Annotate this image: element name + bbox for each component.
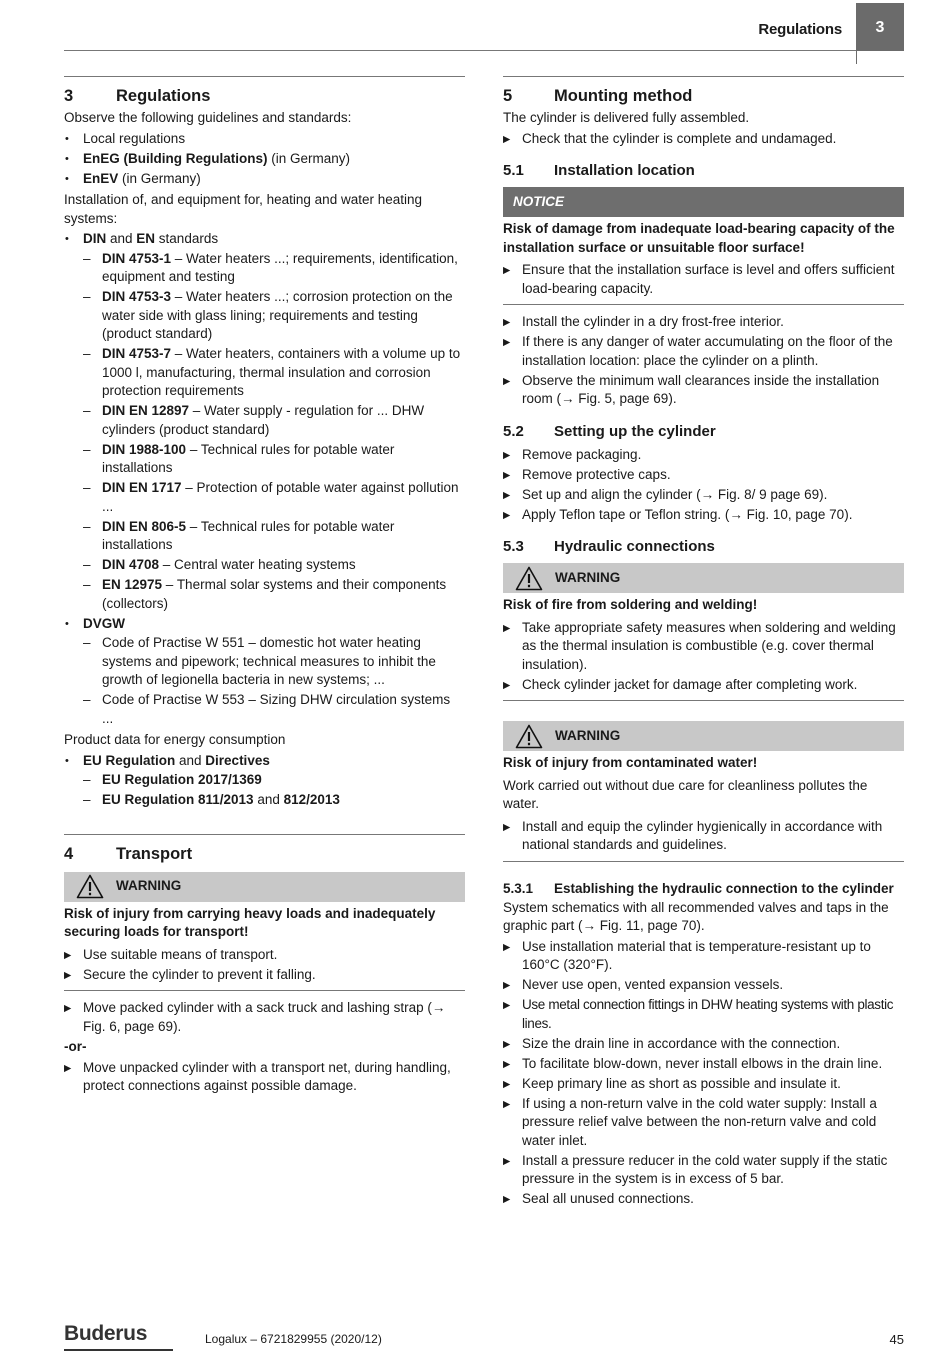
list-item: ▶ Use installation material that is temperature-resistant up to 160°C (320°F). — [503, 938, 904, 975]
chapter-tab-line — [856, 51, 857, 64]
section-5-2-heading: 5.2 Setting up the cylinder — [503, 422, 716, 440]
list-item: ▶ Check that the cylinder is complete and undamaged. — [503, 130, 904, 149]
warning-triangle-icon — [503, 566, 555, 591]
warning-box — [503, 754, 904, 862]
paragraph: Observe the following guidelines and standards: — [64, 110, 352, 125]
warning-bar — [503, 721, 904, 751]
list-item: ▶ Secure the cylinder to prevent it falling. — [64, 966, 465, 985]
eu-regulations-list — [83, 771, 465, 810]
section-5-1-heading: 5.1 Installation location — [503, 162, 695, 179]
notice-actions — [503, 261, 904, 298]
or-separator: -or- — [64, 1039, 87, 1054]
list-item: ▶ Remove packaging. — [503, 446, 904, 465]
list-item: – EU Regulation 811/2013 and 812/2013 — [83, 791, 465, 810]
list-item: ▶ Take appropriate safety measures when soldering and welding as the thermal insulation is combustible (e.g. cover thermal insulation). — [503, 619, 904, 675]
hydraulic-steps — [503, 938, 904, 1209]
list-item: ▶ Move unpacked cylinder with a transport net, during handling, protect connections against possible damage. — [64, 1059, 465, 1096]
notice-bar: NOTICE — [503, 187, 904, 217]
transport-steps — [64, 999, 465, 1036]
section-rule — [64, 834, 465, 835]
list-item: ▶ Ensure that the installation surface is level and offers sufficient load-bearing capacity. — [503, 261, 904, 298]
paragraph: Installation of, and equipment for, heating and water heating systems: — [64, 192, 423, 226]
warning-actions — [64, 946, 465, 985]
standards-list — [64, 230, 465, 728]
section-3-heading: 3 Regulations — [64, 87, 211, 105]
warning-bar — [503, 563, 904, 593]
paragraph: The cylinder is delivered fully assembled. — [503, 110, 750, 125]
list-item: ▶ Use suitable means of transport. — [64, 946, 465, 965]
list-item: ▶ If using a non-return valve in the cold water supply: Install a pressure relief valve between the non-return valve and cold water inlet. — [503, 1095, 904, 1151]
list-item: – DIN EN 806-5 – Technical rules for potable water installations — [83, 518, 465, 555]
buderus-logo: Buderus — [64, 1322, 148, 1345]
list-item: • DIN and EN standards – DIN 4753-1 – Water heaters ...; requirements, identification, equipment and testing – DIN 4753-3 – Water heaters ...; corrosion protection on the water side with glass lining; requirements and testing (product standard) – DIN 4753-7 – Water heaters, containers with a volume up to 1000 l, manufacturing, thermal insulation and corrosion protection requirements – DIN EN 12897 – Water supply - regulation for ... DHW cylinders (product standard) – DIN 1988-100 – Technical rules for potable water installations – DIN EN 1717 – Protection of potable water against pollution ... – DIN EN 806-5 – Technical rules for potable water installations – DIN 4708 – Central water heating systems – EN 12975 – Thermal solar systems and their components (collectors) — [64, 230, 465, 613]
warning-label: WARNING — [555, 727, 621, 743]
warning-box — [503, 596, 904, 701]
setup-steps — [503, 446, 904, 525]
list-item: – DIN EN 1717 – Protection of potable water against pollution ... — [83, 479, 465, 516]
list-item: ▶ Observe the minimum wall clearances inside the installation room (→ Fig. 5, page 69). — [503, 372, 904, 409]
list-item: – DIN 4753-3 – Water heaters ...; corrosion protection on the water side with glass lining; requirements and testing (product standard) — [83, 288, 465, 344]
din-standards-list — [83, 250, 465, 614]
section-5-3-1-heading: 5.3.1 Establishing the hydraulic connection to the cylinder — [503, 880, 894, 896]
dvgw-list — [83, 634, 465, 728]
logo-underline — [64, 1349, 173, 1351]
running-header-title: Regulations — [758, 21, 842, 38]
section-rule — [64, 76, 465, 77]
list-item: – EU Regulation 2017/1369 — [83, 771, 465, 790]
list-item: • DVGW – Code of Practise W 551 – domestic hot water heating systems and pipework; technical measures to inhibit the growth of legionella bacteria in new systems; ... – Code of Practise W 553 – Sizing DHW circulation systems ... — [64, 615, 465, 729]
warning-actions — [503, 619, 904, 695]
notice-box — [503, 220, 904, 305]
list-item: – DIN EN 12897 – Water supply - regulation for ... DHW cylinders (product standard) — [83, 402, 465, 439]
list-item: ▶ Move packed cylinder with a sack truck and lashing strap (→ Fig. 6, page 69). — [64, 999, 465, 1036]
regulations-list — [64, 130, 465, 189]
right-column — [503, 76, 904, 1211]
notice-title: Risk of damage from inadequate load-bearing capacity of the installation surface or unsuitable floor surface! — [503, 221, 895, 255]
warning-label: WARNING — [116, 878, 182, 894]
list-item: ▶ Size the drain line in accordance with the connection. — [503, 1035, 904, 1054]
list-item: – EN 12975 – Thermal solar systems and their components (collectors) — [83, 576, 465, 613]
list-item: – DIN 1988-100 – Technical rules for potable water installations — [83, 441, 465, 478]
warning-label: WARNING — [555, 569, 621, 585]
list-item: ▶ Never use open, vented expansion vessels. — [503, 976, 904, 995]
document-reference: Logalux – 6721829955 (2020/12) — [205, 1332, 382, 1346]
paragraph: Work carried out without due care for cleanliness pollutes the water. — [503, 777, 868, 811]
list-item: ▶ Apply Teflon tape or Teflon string. (→ Fig. 10, page 70). — [503, 506, 904, 525]
list-item: – Code of Practise W 551 – domestic hot water heating systems and pipework; technical measures to inhibit the growth of legionella bacteria in new systems; ... — [83, 634, 465, 690]
list-item: ▶ Install a pressure reducer in the cold water supply if the static pressure in the system is in excess of 5 bar. — [503, 1152, 904, 1189]
chapter-tab: 3 — [856, 3, 904, 51]
warning-bar — [64, 872, 465, 902]
warning-title: Risk of injury from carrying heavy loads and inadequately securing loads for transport! — [64, 905, 436, 939]
list-item: – Code of Practise W 553 – Sizing DHW circulation systems ... — [83, 691, 465, 728]
installation-steps — [503, 313, 904, 409]
section-5-3-heading: 5.3 Hydraulic connections — [503, 538, 715, 555]
list-item: ▶ Use metal connection fittings in DHW heating systems with plastic lines. — [503, 996, 904, 1033]
warning-title: Risk of injury from contaminated water! — [503, 755, 758, 770]
warning-box — [64, 905, 465, 992]
list-item: • EnEV (in Germany) — [64, 170, 465, 189]
section-4-heading: 4 Transport — [64, 844, 193, 863]
mounting-steps — [503, 130, 904, 149]
list-item: ▶ Check cylinder jacket for damage after completing work. — [503, 676, 904, 695]
list-item: ▶ Seal all unused connections. — [503, 1190, 904, 1209]
warning-title: Risk of fire from soldering and welding! — [503, 597, 758, 612]
eu-list — [64, 752, 465, 810]
list-item: ▶ Install and equip the cylinder hygienically in accordance with national standards and guidelines. — [503, 818, 904, 855]
warning-actions — [503, 818, 904, 855]
section-5-heading: 5 Mounting method — [503, 87, 693, 105]
list-item: ▶ Install the cylinder in a dry frost-free interior. — [503, 313, 904, 332]
section-rule — [503, 76, 904, 77]
list-item: ▶ Set up and align the cylinder (→ Fig. 8/ 9 page 69). — [503, 486, 904, 505]
transport-steps — [64, 1059, 465, 1096]
page-number: 45 — [889, 1332, 904, 1347]
list-item: • EnEG (Building Regulations) (in Germany) — [64, 150, 465, 169]
list-item: • EU Regulation and Directives – EU Regulation 2017/1369 – EU Regulation 811/2013 and 812/2013 — [64, 752, 465, 810]
left-column — [64, 76, 465, 1098]
list-item: – DIN 4753-7 – Water heaters, containers with a volume up to 1000 l, manufacturing, thermal insulation and corrosion protection requirements — [83, 345, 465, 401]
warning-triangle-icon — [64, 874, 116, 899]
list-item: – DIN 4708 – Central water heating systems — [83, 556, 465, 575]
paragraph: Product data for energy consumption — [64, 732, 286, 747]
list-item: ▶ If there is any danger of water accumulating on the floor of the installation location: place the cylinder on a plinth. — [503, 333, 904, 370]
list-item: ▶ Remove protective caps. — [503, 466, 904, 485]
header-rule — [64, 50, 856, 51]
list-item: ▶ Keep primary line as short as possible and insulate it. — [503, 1075, 904, 1094]
paragraph: System schematics with all recommended valves and taps in the graphic part (→ Fig. 11, page 70). — [503, 899, 889, 933]
list-item: – DIN 4753-1 – Water heaters ...; requirements, identification, equipment and testing — [83, 250, 465, 287]
list-item: • Local regulations — [64, 130, 465, 149]
list-item: ▶ To facilitate blow-down, never install elbows in the drain line. — [503, 1055, 904, 1074]
warning-triangle-icon — [503, 724, 555, 749]
